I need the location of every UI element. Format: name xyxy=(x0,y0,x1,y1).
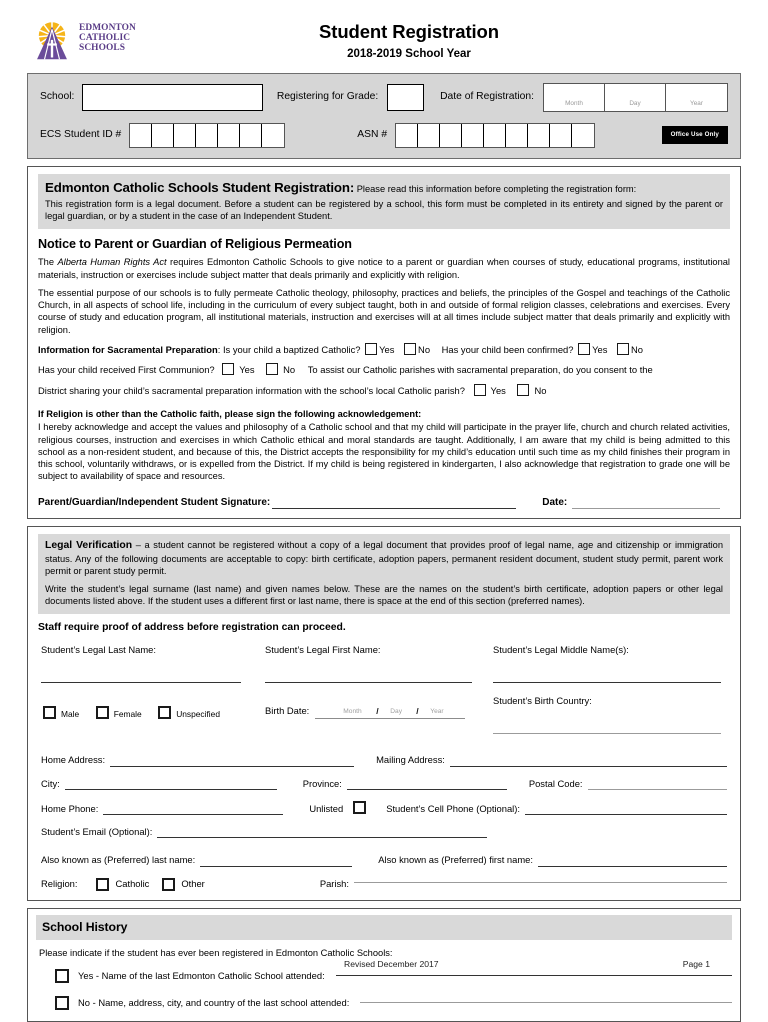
baptized-yes-label: Yes xyxy=(379,343,395,355)
asn-cell[interactable] xyxy=(440,124,462,147)
phone-row xyxy=(41,801,727,815)
page-title: Student Registration xyxy=(319,21,499,42)
permeation-act-name: Alberta Human Rights Act xyxy=(57,257,167,268)
legal-verification-panel xyxy=(27,526,741,901)
confirmed-yes-checkbox[interactable] xyxy=(578,343,590,355)
registration-month-input[interactable] xyxy=(544,84,605,111)
id-row-bottom xyxy=(40,123,728,148)
intro-heading: Edmonton Catholic Schools Student Registration: xyxy=(45,179,355,195)
sacramental-q3: Has your child received First Communion? xyxy=(38,364,215,376)
sacramental-question-row-3 xyxy=(38,384,730,397)
email-input[interactable] xyxy=(157,837,487,838)
form-masthead xyxy=(0,0,768,67)
asn-cell[interactable] xyxy=(506,124,528,147)
religion-parish-row xyxy=(41,878,727,891)
email-row xyxy=(41,826,727,838)
confirmed-no-label: No xyxy=(631,343,643,355)
legal-names-row xyxy=(41,644,727,682)
last-name-label: Student’s Legal Last Name: xyxy=(41,644,157,656)
registration-day-input[interactable] xyxy=(605,84,666,111)
last-school-input[interactable] xyxy=(360,1002,732,1003)
baptized-no-label: No xyxy=(418,343,431,355)
gender-birth-row xyxy=(41,695,727,734)
city-input[interactable] xyxy=(65,789,277,790)
religion-label: Religion: xyxy=(41,878,78,890)
sacramental-q4-line2: District sharing your child’s sacramental preparation information with the school’s local Catholic parish? xyxy=(38,384,465,396)
office-use-only-badge: Office Use Only xyxy=(662,126,728,144)
city-province-postal-row xyxy=(41,778,727,790)
permeation-p1-pre: The xyxy=(38,257,58,268)
religion-catholic-checkbox[interactable] xyxy=(96,878,109,891)
ecs-cell[interactable] xyxy=(196,124,218,147)
asn-cell[interactable] xyxy=(396,124,418,147)
logo-line-1: EDMONTON xyxy=(79,23,136,34)
gender-unspecified-checkbox[interactable] xyxy=(158,706,171,719)
school-input[interactable] xyxy=(82,84,263,111)
birth-month-placeholder: Month xyxy=(343,708,362,716)
sacramental-heading: Information for Sacramental Preparation xyxy=(38,343,218,355)
intro-heading-line xyxy=(45,179,723,197)
last-ecs-school-input[interactable] xyxy=(336,975,732,976)
province-label: Province: xyxy=(302,777,342,789)
birth-country-input[interactable] xyxy=(493,721,721,734)
home-address-label: Home Address: xyxy=(41,754,106,766)
legal-callout xyxy=(38,534,730,614)
previously-registered-yes-checkbox[interactable] xyxy=(55,969,69,983)
religion-other-checkbox[interactable] xyxy=(162,878,175,891)
gender-female-checkbox[interactable] xyxy=(96,706,109,719)
school-history-no-row xyxy=(36,996,732,1010)
mailing-address-input[interactable] xyxy=(450,766,727,767)
registration-day-placeholder: Day xyxy=(629,100,641,108)
communion-yes-checkbox[interactable] xyxy=(222,363,234,375)
logo-line-3: SCHOOLS xyxy=(79,42,126,53)
parish-consent-yes-label: Yes xyxy=(490,384,506,396)
student-fields-group xyxy=(38,644,730,890)
asn-cell[interactable] xyxy=(572,124,594,147)
sacramental-question-row-1 xyxy=(38,343,730,356)
signature-label: Parent/Guardian/Independent Student Signature: xyxy=(38,496,271,508)
sacramental-question-row-2 xyxy=(38,363,730,376)
home-phone-label: Home Phone: xyxy=(41,802,99,814)
ecs-cell[interactable] xyxy=(218,124,240,147)
gender-group xyxy=(41,695,265,720)
religious-permeation-panel xyxy=(27,166,741,519)
birth-day-placeholder: Day xyxy=(390,708,403,716)
asn-input[interactable] xyxy=(395,123,595,148)
legal-para-1 xyxy=(45,539,723,577)
gender-unspecified-label: Unspecified xyxy=(176,708,220,719)
intro-body: This registration form is a legal document. Before a student can be registered by a school, this form must be completed in its entirety and signed by the parent or legal guardian, or by a student in the case of an Independent Student. xyxy=(45,199,723,222)
legal-para-2: Write the student’s legal surname (last name) and given names below. These are the names on the student’s birth certificate, adoption papers or other legal documents listed above. If the student uses a different first or last name, there is space at the end of this section (preferred names). xyxy=(45,584,723,607)
grade-input[interactable] xyxy=(387,84,424,111)
ecs-cell[interactable] xyxy=(174,124,196,147)
preferred-first-name-label: Also known as (Preferred) first name: xyxy=(378,854,533,866)
birth-date-input[interactable] xyxy=(315,704,465,719)
registration-year-input[interactable] xyxy=(666,84,727,111)
signature-row xyxy=(38,496,730,509)
asn-cell[interactable] xyxy=(550,124,572,147)
home-phone-input[interactable] xyxy=(103,814,283,815)
postal-code-input[interactable] xyxy=(588,789,727,790)
city-label: City: xyxy=(41,777,60,789)
birth-date-field xyxy=(265,695,493,719)
religion-catholic-label: Catholic xyxy=(115,878,150,890)
first-name-label: Student’s Legal First Name: xyxy=(265,644,381,656)
id-row-top xyxy=(40,83,728,112)
page-footer xyxy=(0,959,768,970)
ecs-student-id-label: ECS Student ID # xyxy=(40,129,122,141)
logo-line-2: CATHOLIC xyxy=(79,33,131,44)
acknowledgement-heading: If Religion is other than the Catholic faith, please sign the following acknowledgement: xyxy=(38,409,422,420)
unlisted-label: Unlisted xyxy=(309,802,344,814)
logo-wordmark xyxy=(79,24,136,54)
school-history-prompt: Please indicate if the student has ever been registered in Edmonton Catholic Schools: xyxy=(39,948,393,959)
school-identification-box xyxy=(27,73,741,159)
mailing-address-label: Mailing Address: xyxy=(376,754,445,766)
confirmed-yes-label: Yes xyxy=(592,343,608,355)
asn-cell[interactable] xyxy=(484,124,506,147)
preferred-first-name-input[interactable] xyxy=(538,866,727,867)
permeation-para-2: The essential purpose of our schools is to fully permeate Catholic theology, philosophy, practices and beliefs, the principles of the Gospel and teachings of the Catholic Church, in all aspects of school life, including in the curriculum of every subject taught, both in and outside of formal religion classes, celebrations and exercises. Every course of study and education program, all institutional materials, instruction and exercises will at all times include subject matter that deals primarily and explicitly with religion. xyxy=(38,287,730,335)
district-logo xyxy=(30,16,210,61)
sacramental-q4-line1: To assist our Catholic parishes with sacramental preparation, do you consent to the xyxy=(307,364,653,376)
birth-country-label: Student’s Birth Country: xyxy=(493,694,592,706)
previously-registered-yes-label: Yes - Name of the last Edmonton Catholic School attended: xyxy=(78,970,325,982)
ecs-cell[interactable] xyxy=(262,124,284,147)
sacramental-q1: : Is your child a baptized Catholic? xyxy=(217,343,361,355)
middle-name-input[interactable] xyxy=(493,670,721,683)
previously-registered-no-label: No - Name, address, city, and country of the last school attended: xyxy=(78,997,350,1009)
ecs-cell[interactable] xyxy=(240,124,262,147)
preferred-last-name-input[interactable] xyxy=(200,866,352,867)
confirmed-no-checkbox[interactable] xyxy=(617,343,629,355)
home-address-input[interactable] xyxy=(110,766,354,767)
registration-month-placeholder: Month xyxy=(565,100,583,108)
date-of-registration-group[interactable] xyxy=(543,83,728,112)
intro-heading-tail: Please read this information before completing the registration form: xyxy=(356,183,637,194)
first-name-field xyxy=(265,644,493,682)
signature-date-input[interactable] xyxy=(572,508,720,509)
date-of-registration-label: Date of Registration: xyxy=(440,91,534,103)
page-subtitle: 2018-2019 School Year xyxy=(347,48,471,61)
ecs-cell[interactable] xyxy=(152,124,174,147)
baptized-no-checkbox[interactable] xyxy=(404,343,416,355)
school-label: School: xyxy=(40,91,75,103)
parish-input[interactable] xyxy=(354,882,727,883)
last-name-field xyxy=(41,644,265,682)
signature-input[interactable] xyxy=(272,508,516,509)
asn-cell[interactable] xyxy=(418,124,440,147)
middle-name-label: Student’s Legal Middle Name(s): xyxy=(493,644,629,656)
religion-other-label: Other xyxy=(181,878,205,890)
permeation-heading: Notice to Parent or Guardian of Religious Permeation xyxy=(38,236,352,251)
proof-of-address-notice: Staff require proof of address before registration can proceed. xyxy=(38,621,346,633)
legal-heading: Legal Verification xyxy=(45,539,133,551)
unlisted-checkbox[interactable] xyxy=(353,801,366,814)
communion-no-checkbox[interactable] xyxy=(266,363,278,375)
cell-phone-label: Student’s Cell Phone (Optional): xyxy=(386,802,520,814)
revision-date: Revised December 2017 xyxy=(344,958,439,969)
cell-phone-input[interactable] xyxy=(525,814,727,815)
asn-cell[interactable] xyxy=(462,124,484,147)
gender-male-label: Male xyxy=(61,708,80,719)
communion-no-label: No xyxy=(283,364,296,376)
ecs-cell[interactable] xyxy=(130,124,152,147)
asn-label: ASN # xyxy=(357,129,388,141)
sacramental-q2: Has your child been confirmed? xyxy=(441,343,574,355)
parish-consent-no-label: No xyxy=(534,384,547,396)
communion-yes-label: Yes xyxy=(239,364,255,376)
edmonton-catholic-schools-logo-icon xyxy=(30,17,74,61)
birth-country-field xyxy=(493,695,727,734)
asn-cell[interactable] xyxy=(528,124,550,147)
middle-name-field xyxy=(493,644,727,682)
parish-consent-yes-checkbox[interactable] xyxy=(474,384,486,396)
previously-registered-no-checkbox[interactable] xyxy=(55,996,69,1010)
registration-year-placeholder: Year xyxy=(690,100,703,108)
preferred-names-row xyxy=(41,854,727,866)
title-block xyxy=(210,16,738,63)
province-input[interactable] xyxy=(347,789,507,790)
postal-code-label: Postal Code: xyxy=(528,777,583,789)
parish-label: Parish: xyxy=(319,878,349,890)
acknowledgement-body: I hereby acknowledge and accept the values and philosophy of a Catholic school and that my child will participate in the prayer life, church and church related activities, religious courses, instruction and exercises in which Catholic ethical and moral standards are taught. Additionally, I am aware that my child is being admitted to this school as a non-resident student, and because of this, the District accepts the responsibility for my child’s education until such time as my child finishes their program in this school, voluntarily withdraws, or is expelled from the District. If my child is being registered in kindergarten, I also acknowledge that registration to grade one will be subject to availability of space and resources. xyxy=(38,422,730,482)
last-name-input[interactable] xyxy=(41,670,241,683)
birth-year-placeholder: Year xyxy=(430,708,444,716)
birth-date-separator-2: / xyxy=(416,706,419,717)
school-history-title: School History xyxy=(36,915,732,940)
birth-date-separator-1: / xyxy=(376,706,379,717)
gender-female-label: Female xyxy=(113,708,142,719)
grade-label: Registering for Grade: xyxy=(276,91,379,103)
school-history-yes-row xyxy=(36,969,732,983)
legal-para-1-text: – a student cannot be registered without a copy of a legal document that provides proof of legal name, age and citizenship or immigration status. Any of the following documents are acceptable to copy: birth certificate, adoption papers, permanent resident document, student study permit, parent work permit or parent study permit. xyxy=(45,539,723,576)
permeation-para-1 xyxy=(38,256,730,281)
first-name-input[interactable] xyxy=(265,670,472,683)
address-row xyxy=(41,754,727,766)
birth-date-label: Birth Date: xyxy=(265,705,310,717)
intro-callout xyxy=(38,174,730,229)
baptized-yes-checkbox[interactable] xyxy=(365,343,377,355)
page-number: Page 1 xyxy=(682,958,710,969)
preferred-last-name-label: Also known as (Preferred) last name: xyxy=(41,854,196,866)
parish-consent-no-checkbox[interactable] xyxy=(517,384,529,396)
permeation-p1-post: requires Edmonton Catholic Schools to give notice to a parent or guardian when courses of study, educational programs, institutional materials, instruction or exercises include subject matter that deals primarily and explicitly with religion. xyxy=(38,257,730,280)
gender-male-checkbox[interactable] xyxy=(43,706,56,719)
signature-date-label: Date: xyxy=(542,496,568,508)
email-label: Student’s Email (Optional): xyxy=(41,826,153,838)
ecs-student-id-input[interactable] xyxy=(129,123,285,148)
